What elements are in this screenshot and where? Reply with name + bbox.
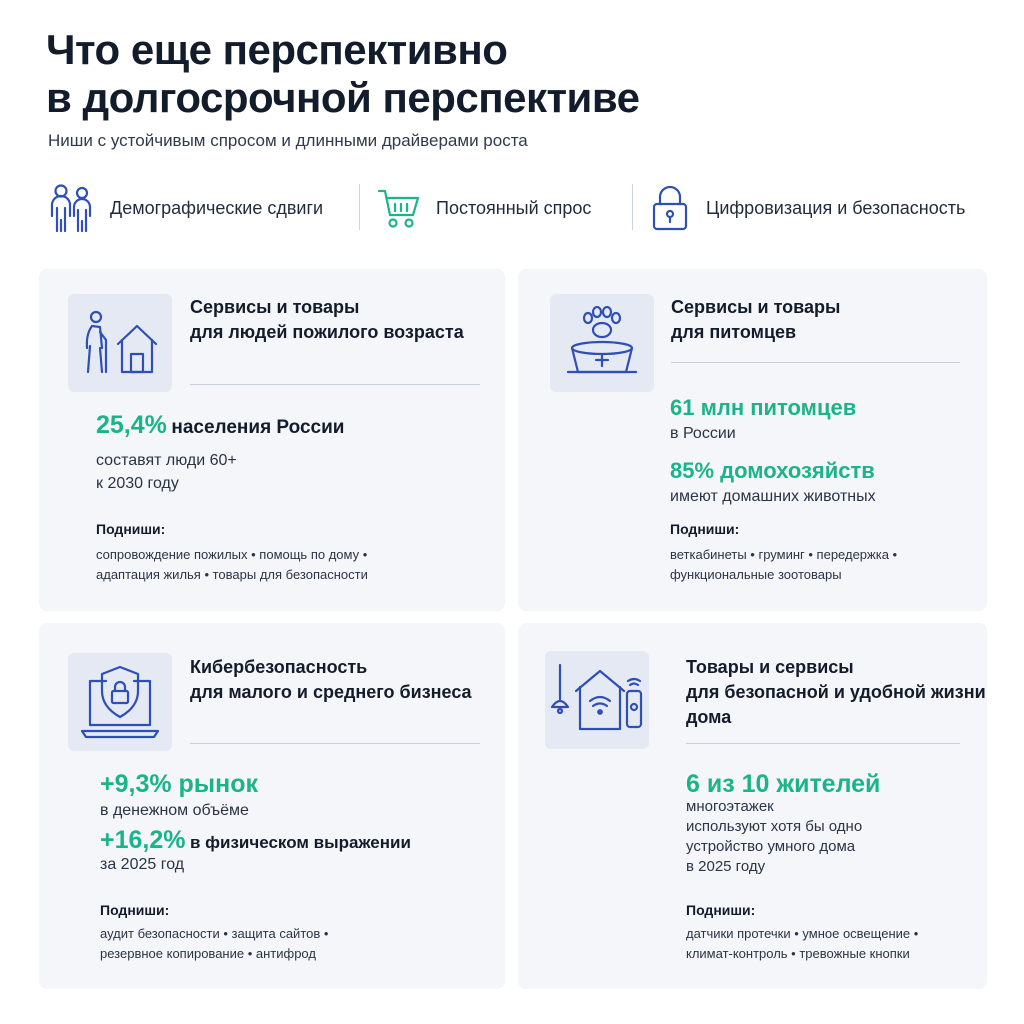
pet-bowl-icon [564, 306, 640, 380]
driver-demand [376, 180, 591, 236]
elderly-icon-box [68, 294, 172, 392]
stat-physical-sub: за 2025 год [100, 856, 185, 873]
drivers-row [46, 180, 986, 236]
title-line-1: Что еще перспективно [46, 26, 508, 73]
page-subtitle: Ниши с устойчивым спросом и длинными драйверами роста [48, 131, 528, 150]
stat-physical: +16,2% в физическом выражении [100, 826, 411, 854]
divider [671, 362, 960, 363]
elderly-house-icon [78, 310, 162, 376]
card-pets [518, 269, 987, 611]
card-elderly [39, 269, 505, 611]
niches-list: аудит безопасности • защита сайтов • резервное копирование • антифрод [100, 926, 329, 961]
driver-demographics [48, 180, 323, 236]
driver-label: Постоянный спрос [436, 197, 592, 218]
people-icon [48, 182, 96, 234]
divider [632, 184, 633, 230]
niches-heading: Подниши: [670, 521, 740, 537]
smart-home-icon [550, 659, 644, 741]
smarthome-icon-box [545, 651, 649, 749]
laptop-shield-icon [80, 663, 160, 741]
divider [190, 384, 480, 385]
stat-households-sub: имеют домашних животных [670, 488, 876, 505]
stat-population: 25,4% населения России [96, 411, 345, 439]
niches-heading: Подниши: [100, 902, 170, 918]
niches-list: веткабинеты • груминг • передержка • функциональные зоотовары [670, 547, 898, 582]
card-smart-home [518, 623, 987, 989]
title-line-2: в долгосрочной перспективе [46, 74, 640, 121]
stat-pets-sub: в России [670, 425, 736, 442]
driver-digital [650, 180, 965, 236]
stat-pets: 61 млн питомцев [670, 395, 857, 420]
stat-households: 85% домохозяйств [670, 458, 875, 483]
card-cybersecurity [39, 623, 505, 989]
stat-residents: 6 из 10 жителей [686, 770, 881, 798]
card-title: Кибербезопасность для малого и среднего бизнеса [190, 657, 472, 702]
card-title: Сервисы и товары для людей пожилого возраста [190, 297, 464, 342]
niches-list: датчики протечки • умное освещение • климат-контроль • тревожные кнопки [686, 926, 919, 961]
niches-heading: Подниши: [686, 902, 756, 918]
stat-market-sub: в денежном объёме [100, 802, 249, 819]
pets-icon-box [550, 294, 654, 392]
stat-residents-sub: многоэтажек используют хотя бы одно устройство умного дома в 2025 году [686, 798, 863, 875]
stat-description: составят люди 60+ к 2030 году [96, 452, 237, 492]
divider [190, 743, 480, 744]
niches-heading: Подниши: [96, 521, 166, 537]
driver-label: Демографические сдвиги [110, 197, 324, 218]
lock-icon [650, 184, 690, 232]
driver-label: Цифровизация и безопасность [706, 197, 966, 218]
page-title [46, 26, 640, 122]
niches-list: сопровождение пожилых • помощь по дому • адаптация жилья • товары для безопасности [96, 547, 368, 582]
divider [359, 184, 360, 230]
cyber-icon-box [68, 653, 172, 751]
card-title: Товары и сервисы для безопасной и удобной жизни дома [686, 657, 986, 727]
card-title: Сервисы и товары для питомцев [671, 297, 841, 342]
cart-icon [376, 185, 422, 231]
stat-market: +9,3% рынок [100, 770, 259, 798]
divider [686, 743, 960, 744]
